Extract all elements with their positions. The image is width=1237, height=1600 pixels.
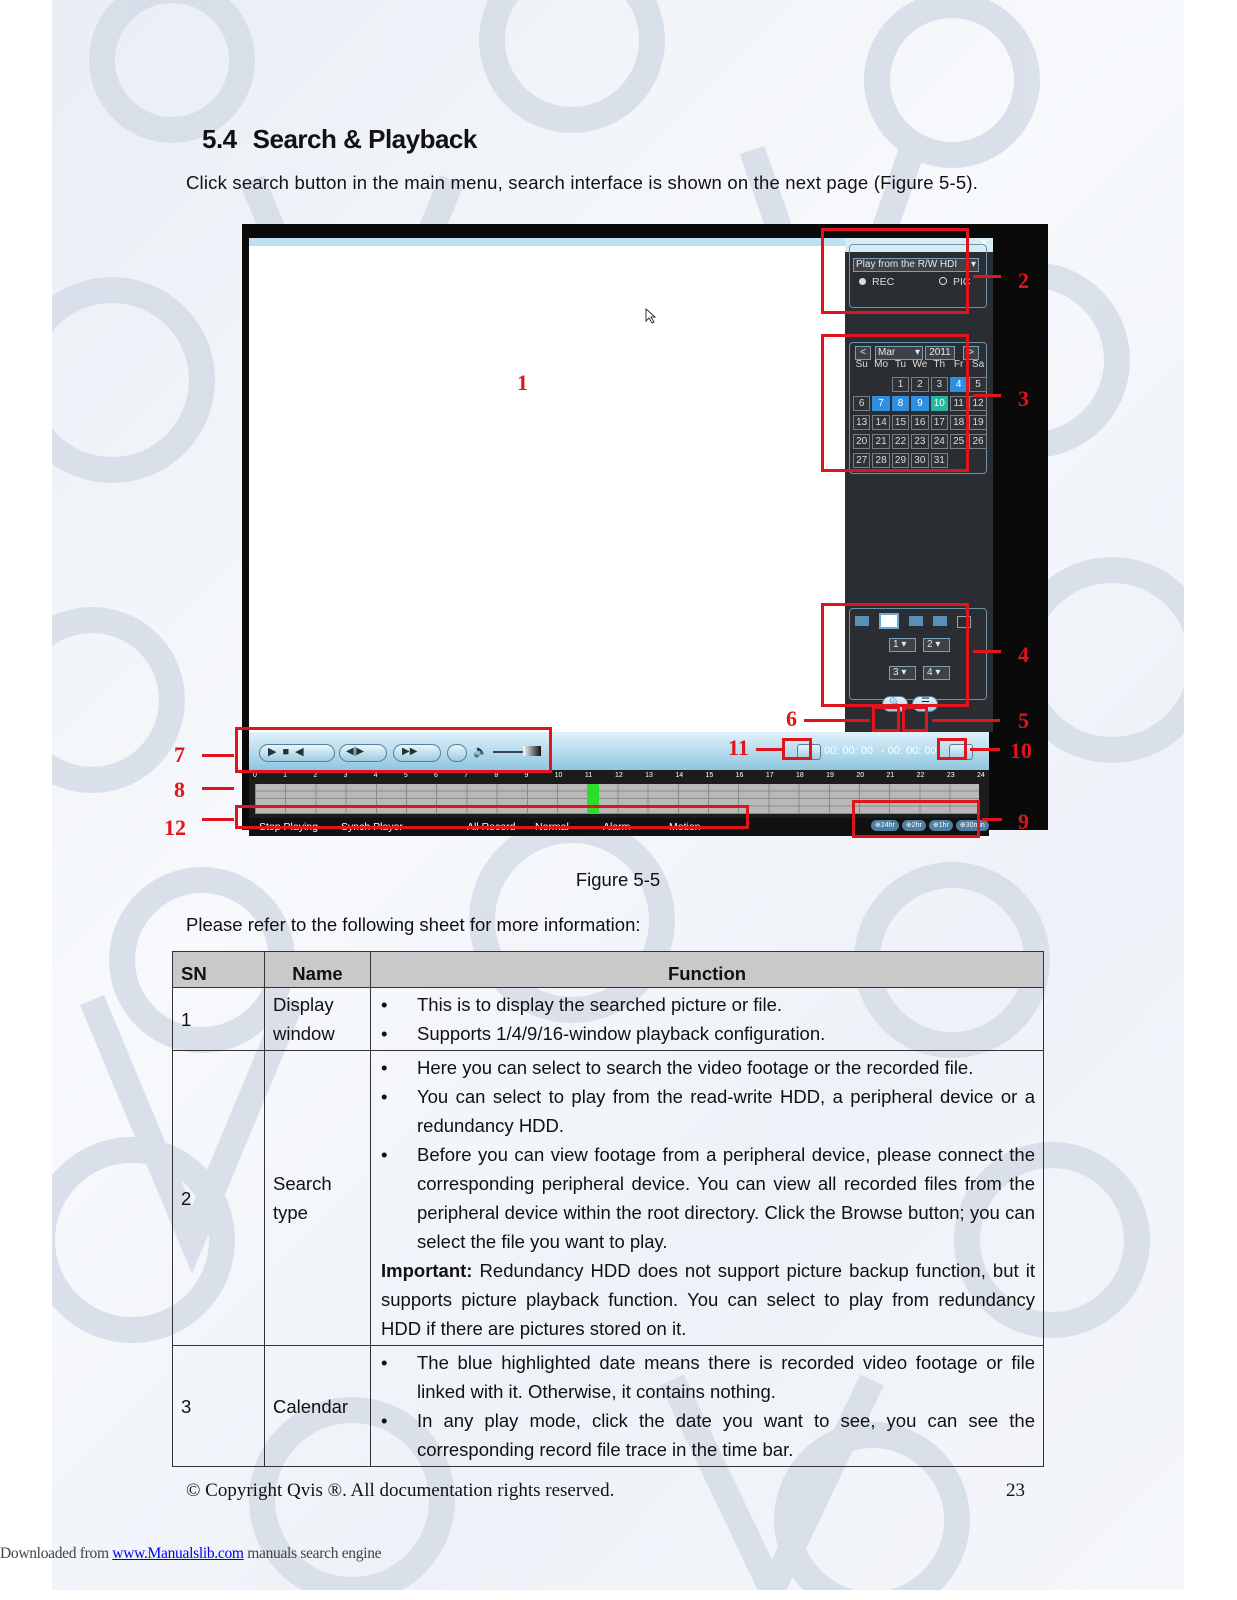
- zoom-button[interactable]: ⊕2hr: [902, 820, 926, 831]
- download-suffix: manuals search engine: [243, 1545, 382, 1562]
- cell-sn: 1: [173, 988, 265, 1051]
- weekday-label: Su: [855, 359, 868, 370]
- close-icon[interactable]: ✕: [978, 236, 989, 250]
- callout-box-3: [821, 334, 969, 472]
- calendar-day[interactable]: 6: [853, 396, 870, 411]
- zoom-button[interactable]: ⊕30min: [956, 820, 989, 831]
- calendar-day[interactable]: 22: [892, 434, 909, 449]
- section-number: 5.4: [202, 124, 237, 154]
- calendar-day[interactable]: 3: [931, 377, 948, 392]
- calendar-day[interactable]: 7: [872, 396, 889, 411]
- time-end[interactable]: - 00: 00: 00: [881, 745, 937, 757]
- list-item: • You can select to play from the read-write HDD, a peripheral device or a redundancy HDD.: [381, 1082, 1035, 1140]
- calendar-day[interactable]: 24: [931, 434, 948, 449]
- intro-paragraph: Click search button in the main menu, search interface is shown on the next page (Figure 5-5).: [186, 172, 979, 193]
- callout-box-9: [852, 800, 980, 838]
- hour-tick-label: 1: [283, 772, 288, 779]
- info-table: [172, 951, 1044, 1467]
- calendar-day[interactable]: 16: [911, 415, 928, 430]
- section-heading: [202, 124, 477, 155]
- callout-line-8: [202, 787, 234, 790]
- hour-tick-label: 11: [584, 772, 593, 779]
- hour-tick-label: 14: [675, 772, 684, 779]
- channel-select[interactable]: 1 ▾: [889, 638, 916, 652]
- table-row: [173, 988, 1044, 1051]
- callout-box-2: [821, 228, 969, 314]
- callout-box-6: [872, 706, 900, 732]
- callout-4: 4: [1018, 642, 1029, 667]
- hour-tick-label: 12: [615, 772, 623, 779]
- download-footer: [0, 1545, 381, 1563]
- alarm-label[interactable]: Alarm: [603, 821, 631, 833]
- callout-3: 3: [1018, 386, 1029, 411]
- hour-tick-label: 18: [796, 772, 804, 779]
- calendar-day[interactable]: 12: [969, 396, 986, 411]
- chevron-down-icon: ▾: [914, 347, 920, 358]
- callout-line-3: [973, 394, 1001, 397]
- header-function: Function: [371, 952, 1044, 988]
- time-start[interactable]: 00: 00: 00: [824, 745, 873, 757]
- month-value: Mar: [878, 347, 896, 358]
- display-window: [249, 238, 845, 740]
- calendar-day[interactable]: 13: [853, 415, 870, 430]
- fast-forward-icon: ▶▶: [402, 746, 418, 757]
- hour-tick-label: 24: [977, 772, 985, 779]
- download-prefix: Downloaded from: [0, 1545, 113, 1562]
- important-text: Redundancy HDD does not support picture backup function, but it supports picture playback function. You can select to play from redundancy HDD if there are pictures stored on it.: [381, 1260, 1035, 1339]
- hour-tick-label: 6: [434, 772, 438, 779]
- weekday-label: Sa: [971, 359, 985, 370]
- all-record-label[interactable]: All Record: [467, 821, 516, 833]
- hour-tick-label: 5: [403, 772, 408, 779]
- figure-caption: Figure 5-5: [575, 869, 661, 890]
- weekday-label: Th: [933, 359, 946, 370]
- callout-line-10: [970, 748, 1000, 751]
- header-sn: SN: [173, 952, 265, 988]
- zoom-button[interactable]: ⊕1hr: [929, 820, 953, 831]
- radio-pic-label: PIC: [953, 276, 971, 288]
- calendar-day[interactable]: 17: [931, 415, 948, 430]
- hour-tick-label: 8: [494, 772, 499, 779]
- table-row: [173, 1346, 1044, 1467]
- magnifier-icon: 🔍: [889, 697, 901, 707]
- cell-function: [371, 988, 1044, 1051]
- calendar-day[interactable]: 15: [892, 415, 909, 430]
- calendar-day[interactable]: 28: [872, 453, 889, 468]
- weekday-label: Tu: [894, 359, 907, 370]
- manual-page: [52, 0, 1184, 1590]
- callout-10: 10: [1010, 738, 1032, 763]
- stop-playing-label[interactable]: Stop Playing: [259, 821, 318, 833]
- calendar-day[interactable]: 2: [911, 377, 928, 392]
- header-name: Name: [265, 952, 371, 988]
- play-stop-back-icon: ▶■◀: [268, 746, 310, 758]
- cell-function: [371, 1346, 1044, 1467]
- manualslib-link[interactable]: www.Manualslib.com: [112, 1545, 244, 1562]
- calendar-day[interactable]: 20: [853, 434, 870, 449]
- calendar-day[interactable]: 14: [872, 415, 889, 430]
- callout-line-12: [202, 818, 234, 821]
- calendar-day[interactable]: 23: [911, 434, 928, 449]
- hour-tick-label: 4: [373, 772, 378, 779]
- synch-player-label[interactable]: Synch Player: [341, 821, 403, 833]
- callout-line-5: [932, 719, 1000, 722]
- callout-line-9: [982, 818, 1002, 821]
- hour-tick-label: 10: [554, 772, 563, 779]
- list-item: • This is to display the searched picture or file.: [381, 990, 1035, 1019]
- channel-select[interactable]: 4 ▾: [923, 666, 950, 680]
- hour-tick-label: 3: [343, 772, 348, 779]
- calendar-day[interactable]: 1: [892, 377, 909, 392]
- callout-box-12: [235, 805, 749, 829]
- list-item: • In any play mode, click the date you want to see, you can see the corresponding record file trace in the time bar.: [381, 1406, 1035, 1464]
- hour-tick-label: 17: [765, 772, 774, 779]
- calendar-day[interactable]: 21: [872, 434, 889, 449]
- cursor-icon: [645, 308, 657, 324]
- refer-paragraph: Please refer to the following sheet for more information:: [186, 914, 641, 935]
- callout-box-11: [782, 738, 812, 760]
- callout-box-5: [902, 706, 928, 732]
- hour-tick-label: 21: [886, 772, 895, 779]
- calendar-day[interactable]: 31: [931, 453, 948, 468]
- calendar-day[interactable]: 18: [950, 415, 967, 430]
- callout-9: 9: [1018, 809, 1029, 834]
- calendar-day[interactable]: 8: [892, 396, 909, 411]
- callout-line-11: [756, 748, 782, 751]
- callout-7: 7: [174, 742, 185, 767]
- weekday-label: We: [912, 359, 928, 370]
- cell-sn: 2: [173, 1051, 265, 1346]
- calendar-day[interactable]: 11: [950, 396, 967, 411]
- callout-line-2: [973, 275, 1001, 278]
- weekday-label: Fr: [953, 359, 964, 370]
- channel-select[interactable]: 3 ▾: [889, 666, 916, 680]
- table-row: [173, 1051, 1044, 1346]
- callout-5: 5: [1018, 708, 1029, 733]
- callout-line-4: [973, 650, 1001, 653]
- calendar-day[interactable]: 9: [911, 396, 928, 411]
- list-item: • Here you can select to search the video footage or the recorded file.: [381, 1053, 1035, 1082]
- list-item: • Supports 1/4/9/16-window playback configuration.: [381, 1019, 1035, 1048]
- search-type-value: Play from the R/W HDI: [856, 259, 958, 270]
- list-item: • The blue highlighted date means there is recorded video footage or file linked with it. Otherwise, it contains nothing.: [381, 1348, 1035, 1406]
- callout-box-10: [937, 738, 967, 760]
- calendar-day[interactable]: 30: [911, 453, 928, 468]
- callout-box-4: [821, 603, 969, 707]
- calendar-day[interactable]: 19: [969, 415, 986, 430]
- list-icon: ☰: [921, 697, 930, 708]
- motion-label[interactable]: Motion: [669, 821, 701, 833]
- callout-2: 2: [1018, 268, 1029, 293]
- calendar-day[interactable]: 10: [931, 396, 948, 411]
- section-title: Search & Playback: [252, 124, 477, 154]
- calendar-day[interactable]: 5: [969, 377, 986, 392]
- cell-function: [371, 1051, 1044, 1346]
- callout-line-6: [804, 719, 870, 722]
- list-item: • Before you can view footage from a peripheral device, please connect the corresponding peripheral device. You can view all recorded files from the peripheral device within the root directory. Click the Browse button; you can select the file you want to play.: [381, 1140, 1035, 1256]
- cell-name: Calendar: [265, 1346, 371, 1467]
- hour-tick-label: 23: [946, 772, 955, 779]
- cell-sn: 3: [173, 1346, 265, 1467]
- frame-step-icon: ◀|▶: [346, 746, 364, 757]
- hour-tick-label: 16: [735, 772, 744, 779]
- chevron-down-icon: ▾: [970, 259, 976, 270]
- callout-6: 6: [786, 706, 797, 731]
- channel-select[interactable]: 2 ▾: [923, 638, 950, 652]
- calendar-day[interactable]: 25: [950, 434, 967, 449]
- page-number: 23: [1006, 1480, 1025, 1501]
- volume-icon[interactable]: 🔈: [473, 744, 488, 758]
- calendar-day[interactable]: 27: [853, 453, 870, 468]
- important-note: [381, 1260, 1035, 1339]
- calendar-empty: [968, 453, 987, 468]
- calendar-day[interactable]: 4: [950, 377, 967, 392]
- copyright-footer: © Copyright Qvis ®. All documentation rights reserved.: [186, 1480, 615, 1501]
- hour-tick-label: 2: [313, 772, 318, 779]
- calendar-prev-button[interactable]: <: [855, 346, 871, 360]
- calendar-next-button[interactable]: >: [963, 346, 979, 360]
- radio-rec-label: REC: [872, 276, 895, 288]
- cell-name: Display window: [265, 988, 371, 1051]
- calendar-day[interactable]: 29: [892, 453, 909, 468]
- hour-tick-label: 7: [464, 772, 469, 779]
- hour-tick-label: 22: [916, 772, 925, 779]
- callout-box-7: [235, 727, 552, 773]
- callout-1: 1: [517, 370, 528, 395]
- hour-tick-label: 13: [645, 772, 653, 779]
- hour-tick-label: 20: [856, 772, 865, 779]
- callout-11: 11: [728, 735, 749, 760]
- hour-tick-label: 0: [253, 772, 257, 779]
- zoom-button[interactable]: ⊕24hr: [871, 820, 899, 831]
- callout-12: 12: [164, 815, 186, 840]
- callout-8: 8: [174, 777, 185, 802]
- important-label: Important:: [381, 1260, 473, 1281]
- table-header-row: [173, 952, 1044, 988]
- hour-tick-label: 9: [524, 772, 529, 779]
- calendar-day[interactable]: 26: [969, 434, 986, 449]
- weekday-label: Mo: [874, 359, 889, 370]
- hour-tick-label: 15: [705, 772, 714, 779]
- hour-tick-label: 19: [826, 772, 834, 779]
- year-field[interactable]: 2011: [925, 346, 955, 360]
- callout-line-7: [202, 754, 234, 757]
- normal-label[interactable]: Normal: [535, 821, 569, 833]
- cell-name: Search type: [265, 1051, 371, 1346]
